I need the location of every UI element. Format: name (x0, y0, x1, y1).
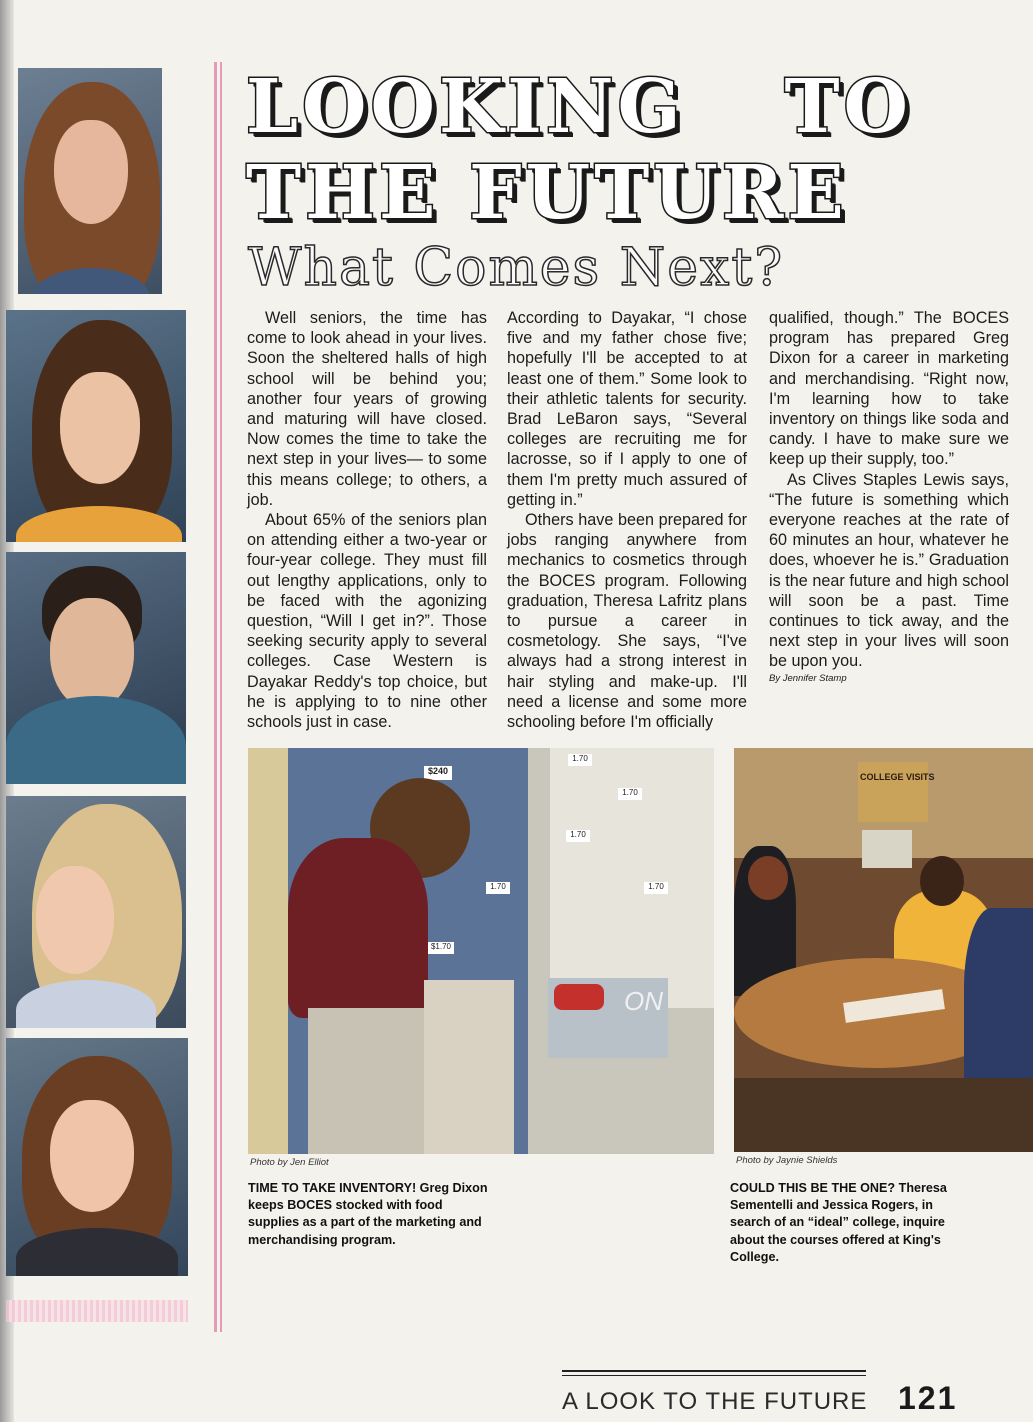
article-column-1 (247, 308, 487, 732)
student-left-hair (748, 856, 788, 900)
price-sign: $1.70 (428, 942, 454, 954)
pink-vertical-rule-inner (220, 62, 222, 1332)
bulletin-board (858, 762, 928, 822)
price-sign: $240 (424, 766, 452, 780)
subheadline: What Comes Next? (248, 238, 785, 298)
portrait-photo-4 (6, 796, 186, 1028)
decorative-pink-band (6, 1300, 188, 1322)
photo-college-visits (734, 748, 1033, 1152)
portrait-photo-3 (6, 552, 186, 784)
price-sign: 1.70 (644, 882, 668, 894)
doorframe (248, 748, 288, 1154)
article-paragraph: Well seniors, the time has come to look ahead in your lives. Soon the sheltered halls of high school will be behind you; another four years of growing and maturing will have closed. Now comes the time to take the next step in your lives— to some this means college; to others, a job. (247, 309, 487, 509)
pink-vertical-rule (214, 62, 217, 1332)
price-sign: 1.70 (618, 788, 642, 800)
person-jeans (308, 1008, 428, 1154)
caption-left: TIME TO TAKE INVENTORY! Greg Dixon keeps BOCES stocked with food supplies as a part of the marketing and merchandising program. (248, 1181, 488, 1247)
footer-rule-thin (562, 1375, 866, 1376)
footer-section-title: A LOOK TO THE FUTURE (562, 1388, 868, 1415)
photo-credit-left: Photo by Jen Elliot (250, 1157, 329, 1168)
headline-line-1: LOOKING TO (246, 64, 913, 150)
floor (734, 1078, 1033, 1152)
article-paragraph: According to Dayakar, “I chose five and my father chose five; hopefully I'll be accepted to at least one of them.” Some look to their athletic talents for security. Brad LeBaron says, “Several colleges are recruiting me for lacrosse, so if I apply to one of them I'm pretty much assured of getting in.” (507, 309, 747, 509)
portrait-photo-5 (6, 1038, 188, 1276)
computer-monitor (862, 830, 912, 868)
price-sign: 1.70 (566, 830, 590, 842)
counter (424, 980, 514, 1154)
page-number: 121 (898, 1380, 958, 1416)
article-paragraph: qualified, though.” The BOCES program has prepared Greg Dixon for a career in marketing and merchandising. “Right now, I'm learning how to take inventory on things like soda and candy. I have to make sure we keep up their supply, too.” (769, 309, 1009, 469)
byline: By Jennifer Stamp (769, 672, 847, 684)
poster-area (550, 748, 714, 1008)
red-bag (554, 984, 604, 1010)
photo-inventory (248, 748, 714, 1154)
article-paragraph: As Clives Staples Lewis says, “The future is something which everyone reaches at the rate of 60 minutes an hour, whatever he does, whoever he is.” Graduation is the near future and high school will soon be a past. Time continues to tick away, and the next step in your lives will soon be upon you. (769, 470, 1009, 671)
photo-credit-right: Photo by Jaynie Shields (736, 1155, 838, 1166)
headline-line-2: THE FUTURE (246, 150, 848, 236)
board-lettering: COLLEGE VISITS (860, 772, 935, 782)
article-paragraph: Others have been prepared for jobs ranging anywhere from mechanics to cosmetics through the BOCES program. Following graduation, Theresa Lafritz plans to pursue a career in cosmetology. She says, “I've always had a strong interest in hair styling and make-up. I'll need a license and some more schooling before I'm officially (507, 511, 747, 732)
footer-rule (562, 1370, 866, 1372)
portrait-photo-2 (6, 310, 186, 542)
article-column-3 (769, 308, 1009, 686)
student-center-hair (920, 856, 964, 906)
window-lettering: ON (624, 986, 663, 1016)
article-paragraph: About 65% of the seniors plan on attending either a two-year or four-year college. They must fill out lengthy applications, only to be faced with the agonizing question, “Will I get in?”. Those seeking security apply to several colleges. Case Western is Dayakar Reddy's top choice, but he is applying to to nine other schools just in case. (247, 511, 487, 732)
price-sign: 1.70 (486, 882, 510, 894)
person-jacket (288, 838, 428, 1018)
caption-right: COULD THIS BE THE ONE? Theresa Sementelli and Jessica Rogers, in search of an “ideal” college, inquire about the courses offered at King's College. (730, 1181, 947, 1264)
portrait-photo-1 (18, 68, 162, 294)
price-sign: 1.70 (568, 754, 592, 766)
article-column-2 (507, 308, 747, 732)
